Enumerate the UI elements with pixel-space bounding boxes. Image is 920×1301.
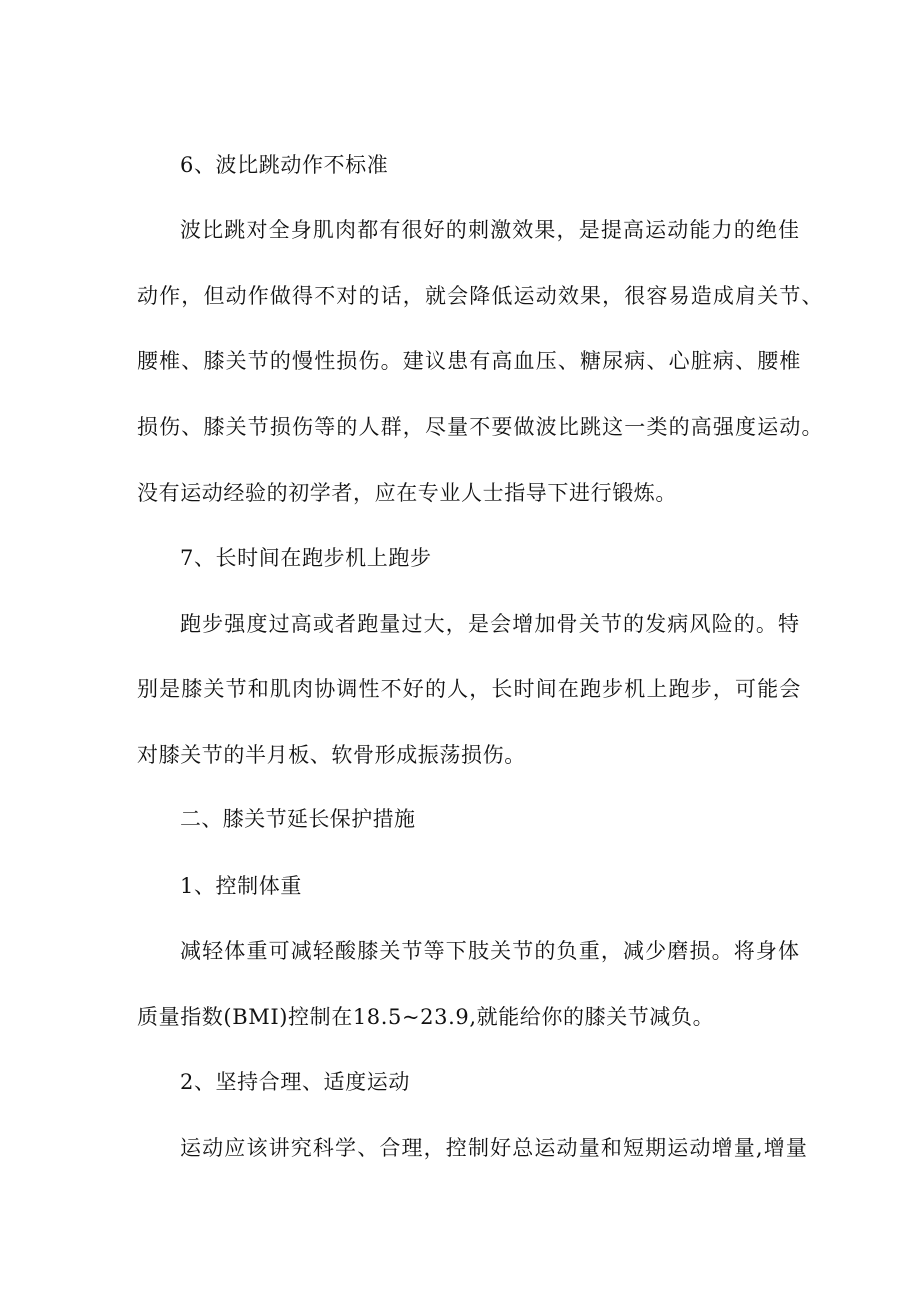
part-two-title: 二、膝关节延长保护措施 <box>180 807 416 831</box>
section-6-text-line-4: 损伤、膝关节损伤等的人群，尽量不要做波比跳这一类的高强度运动。 <box>137 415 824 439</box>
section-7-text-line-3: 对膝关节的半月板、软骨形成振荡损伤。 <box>137 743 526 767</box>
item-1-text-line-1: 减轻体重可减轻酸膝关节等下肢关节的负重，减少磨损。将身体 <box>180 939 801 963</box>
item-1-heading: 1、控制体重 <box>180 874 302 898</box>
section-6-text-line-5: 没有运动经验的初学者，应在专业人士指导下进行锻炼。 <box>137 481 677 505</box>
section-6-text-line-1: 波比跳对全身肌肉都有很好的刺激效果，是提高运动能力的绝佳 <box>180 218 801 242</box>
item-1-text-line-2: 质量指数(BMI)控制在18.5~23.9,就能给你的膝关节减负。 <box>137 1005 715 1029</box>
item-2-heading: 2、坚持合理、适度运动 <box>180 1070 410 1094</box>
section-6-text-line-3: 腰椎、膝关节的慢性损伤。建议患有高血压、糖尿病、心脏病、腰椎 <box>137 349 802 373</box>
section-6-text-line-2: 动作，但动作做得不对的话，就会降低运动效果，很容易造成肩关节、 <box>137 284 824 308</box>
section-7-text-line-1: 跑步强度过高或者跑量过大，是会增加骨关节的发病风险的。特 <box>180 612 801 636</box>
item-2-text-line-1: 运动应该讲究科学、合理，控制好总运动量和短期运动增量,增量 <box>180 1136 809 1160</box>
section-6-heading: 6、波比跳动作不标准 <box>180 153 389 177</box>
section-7-heading: 7、长时间在跑步机上跑步 <box>180 546 432 570</box>
section-7-text-line-2: 别是膝关节和肌肉协调性不好的人，长时间在跑步机上跑步，可能会 <box>137 677 802 701</box>
